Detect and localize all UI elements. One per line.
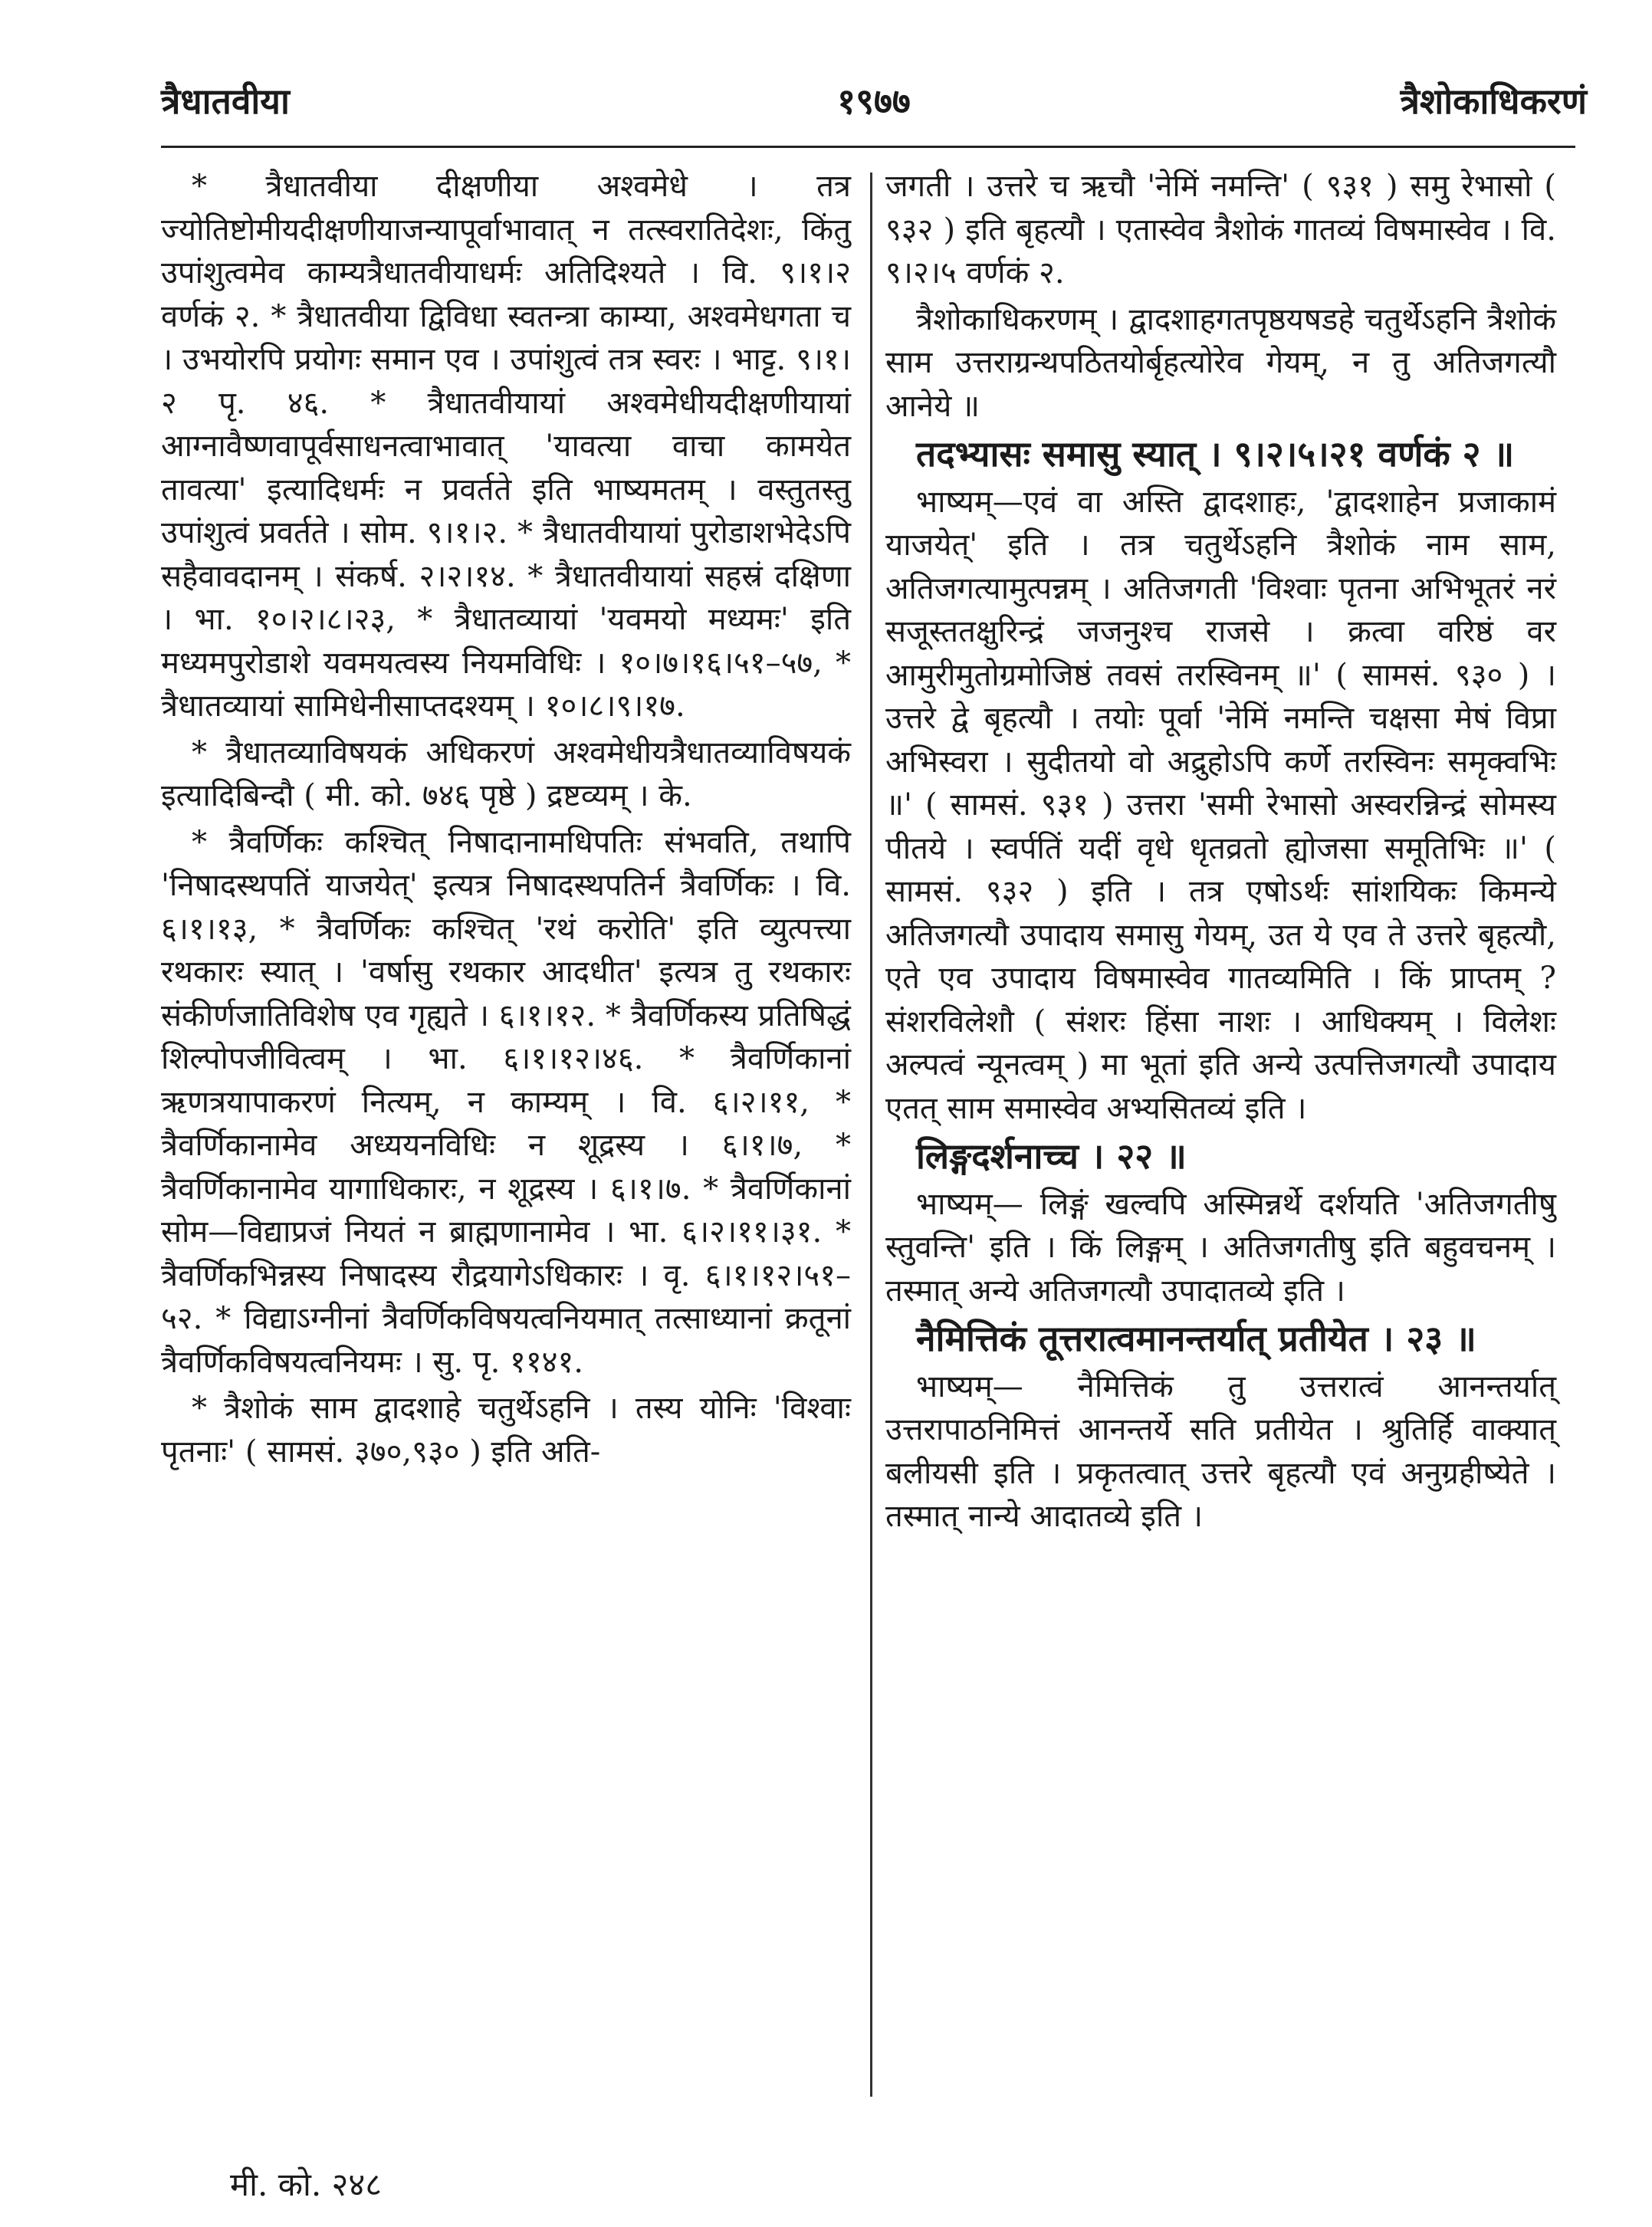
bhashya-21: भाष्यम्—एवं वा अस्ति द्वादशाहः, 'द्वादशाहेन प्रजाकामं याजयेत्' इति । तत्र चतुर्थेऽहनि त्रैशोकं नाम साम, अतिजगत्यामुत्पन्नम् । अतिजगती 'विश्वाः पृतना अभिभूतरं नरं सजूस्ततक्षुरिन्द्रं जजनुश्च राजसे । क्रत्वा वरिष्ठं वर आमुरीमुतोग्रमोजिष्ठं तवसं तरस्विनम् ॥' ( सामसं. ९३० ) । उत्तरे द्वे बृहत्यौ । तयोः पूर्वा 'नेमिं नमन्ति चक्षसा मेषं विप्रा अभिस्वरा । सुदीतयो वो अद्रुहोऽपि कर्णे तरस्विनः समृक्वभिः ॥' ( सामसं. ९३१ ) उत्तरा 'समी रेभासो अस्वरन्निन्द्रं सोमस्य पीतये । स्वर्पतिं यदीं वृधे धृतव्रतो ह्योजसा समूतिभिः ॥' ( सामसं. ९३२ ) इति । तत्र एषोऽर्थः सांशयिकः किमन्ये अतिजगत्यौ उपादाय समासु गेयम्, उत ये एव ते उत्तरे बृहत्यौ, एते एव उपादाय विषमास्वेव गातव्यमिति । किं प्राप्तम् ? संशरविलेशौ ( संशरः हिंसा नाशः । आधिक्यम् । विलेशः अल्पत्वं न्यूनत्वम् ) मा भूतां इति अन्ये उत्पत्तिजगत्यौ उपादाय एतत् साम समास्वेव अभ्यसितव्यं इति । bbox=[885, 484, 1556, 1126]
paragraph-continuation: जगती । उत्तरे च ऋचौ 'नेमिं नमन्ति' ( ९३१ ) समु रेभासो ( ९३२ ) इति बृहत्यौ । एतास्वेव त्रैशोकं गातव्यं विषमास्वेव । वि. ९।२।५ वर्णकं २. bbox=[885, 169, 1556, 291]
header-left-title: त्रैधातवीया bbox=[161, 80, 290, 122]
paragraph-traidhatvya-vishayaka: * त्रैधातव्याविषयकं अधिकरणं अश्वमेधीयत्रैधातव्याविषयकं इत्यादिबिन्दौ ( मी. को. ७४६ पृष्ठे ) द्रष्टव्यम् । के. bbox=[161, 734, 851, 813]
sutra-21: तदभ्यासः समासु स्यात् । ९।२।५।२१ वर्णकं २ ॥ bbox=[916, 433, 1515, 475]
paragraph-traidhatviya: * त्रैधातवीया दीक्षणीया अश्वमेधे । तत्र ज्योतिष्टोमीयदीक्षणीयाजन्यापूर्वाभावात् न तत्स्वरातिदेशः, किंतु उपांशुत्वमेव काम्यत्रैधातवीयाधर्मः अतिदिश्यते । वि. ९।१।२ वर्णकं २. * त्रैधातवीया द्विविधा स्वतन्त्रा काम्या, अश्वमेधगता च । उभयोरपि प्रयोगः समान एव । उपांशुत्वं तत्र स्वरः । भाट्ट. ९।१।२ पृ. ४६. * त्रैधातवीयायां अश्वमेधीयदीक्षणीयायां आग्नावैष्णवापूर्वसाधनत्वाभावात् 'यावत्या वाचा कामयेत तावत्या' इत्यादिधर्मः न प्रवर्तते इति भाष्यमतम् । वस्तुतस्तु उपांशुत्वं प्रवर्तते । सोम. ९।१।२. * त्रैधातवीयायां पुरोडाशभेदेऽपि सहैवावदानम् । संकर्ष. २।२।१४. * त्रैधातवीयायां सहस्रं दक्षिणा । भा. १०।२।८।२३, * त्रैधातव्यायां 'यवमयो मध्यमः' इति मध्यमपुरोडाशे यवमयत्वस्य नियमविधिः । १०।७।१६।५१–५७, * त्रैधातव्यायां सामिधेनीसाप्तदश्यम् । १०।८।९।१७. bbox=[161, 169, 851, 724]
right-column bbox=[885, 165, 1556, 1542]
sutra-23: नैमित्तिकं तूत्तरात्वमानन्तर्यात् प्रतीयेत । २३ ॥ bbox=[916, 1318, 1476, 1359]
page-number: १९७७ bbox=[837, 80, 911, 122]
bhashya-23: भाष्यम्— नैमित्तिकं तु उत्तरात्वं आनन्तर्यात् उत्तरापाठनिमित्तं आनन्तर्ये सति प्रतीयेत । श्रुतिर्हि वाक्यात् बलीयसी इति । प्रकृतत्वात् उत्तरे बृहत्यौ एवं अनुग्रहीष्येते । तस्मात् नान्ये आदातव्ये इति । bbox=[885, 1368, 1556, 1534]
paragraph-traivarnika: * त्रैवर्णिकः कश्चित् निषादानामधिपतिः संभवति, तथापि 'निषादस्थपतिं याजयेत्' इत्यत्र निषादस्थपतिर्न त्रैवर्णिकः । वि. ६।१।१३, * त्रैवर्णिकः कश्चित् 'रथं करोति' इति व्युत्पत्त्या रथकारः स्यात् । 'वर्षासु रथकार आदधीत' इत्यत्र तु रथकारः संकीर्णजातिविशेष एव गृह्यते । ६।१।१२. * त्रैवर्णिकस्य प्रतिषिद्धं शिल्पोपजीवित्वम् । भा. ६।१।१२।४६. * त्रैवर्णिकानां ऋणत्रयापाकरणं नित्यम्, न काम्यम् । वि. ६।२।११, * त्रैवर्णिकानामेव अध्ययनविधिः न शूद्रस्य । ६।१।७, * त्रैवर्णिकानामेव यागाधिकारः, न शूद्रस्य । ६।१।७. * त्रैवर्णिकानां सोम—विद्याप्रजं नियतं न ब्राह्मणानामेव । भा. ६।२।११।३१. * त्रैवर्णिकभिन्नस्य निषादस्य रौद्रयागेऽधिकारः । वृ. ६।१।१२।५१–५२. * विद्याऽग्नीनां त्रैवर्णिकविषयत्वनियमात् तत्साध्यानां क्रतूनां त्रैवर्णिकविषयत्वनियमः । सु. पृ. ११४१. bbox=[161, 824, 851, 1380]
left-column bbox=[161, 165, 851, 1476]
column-divider bbox=[870, 172, 872, 2097]
page-header bbox=[161, 77, 1587, 138]
header-right-title: त्रैशोकाधिकरणं bbox=[1400, 80, 1587, 122]
page-footer: मी. को. २४८ bbox=[230, 2166, 383, 2203]
paragraph-traishoka: * त्रैशोकं साम द्वादशाहे चतुर्थेऽहनि । तस्य योनिः 'विश्वाः पृतनाः' ( सामसं. ३७०,९३० ) इति अति- bbox=[161, 1391, 851, 1470]
sutra-22: लिङ्गदर्शनाच्च । २२ ॥ bbox=[916, 1135, 1187, 1177]
adhikarana-heading: त्रैशोकाधिकरणम् । द्वादशाहगतपृष्ठयषडहे चतुर्थेऽहनि त्रैशोकं साम उत्तराग्रन्थपठितयोर्बृहत्योरेव गेयम्, न तु अतिजगत्यौ आनेये ॥ bbox=[885, 301, 1556, 424]
bhashya-22: भाष्यम्— लिङ्गं खल्वपि अस्मिन्नर्थे दर्शयति 'अतिजगतीषु स्तुवन्ति' इति । किं लिङ्गम् । अतिजगतीषु इति बहुवचनम् । तस्मात् अन्ये अतिजगत्यौ उपादातव्ये इति । bbox=[885, 1186, 1556, 1309]
header-divider bbox=[161, 146, 1575, 148]
